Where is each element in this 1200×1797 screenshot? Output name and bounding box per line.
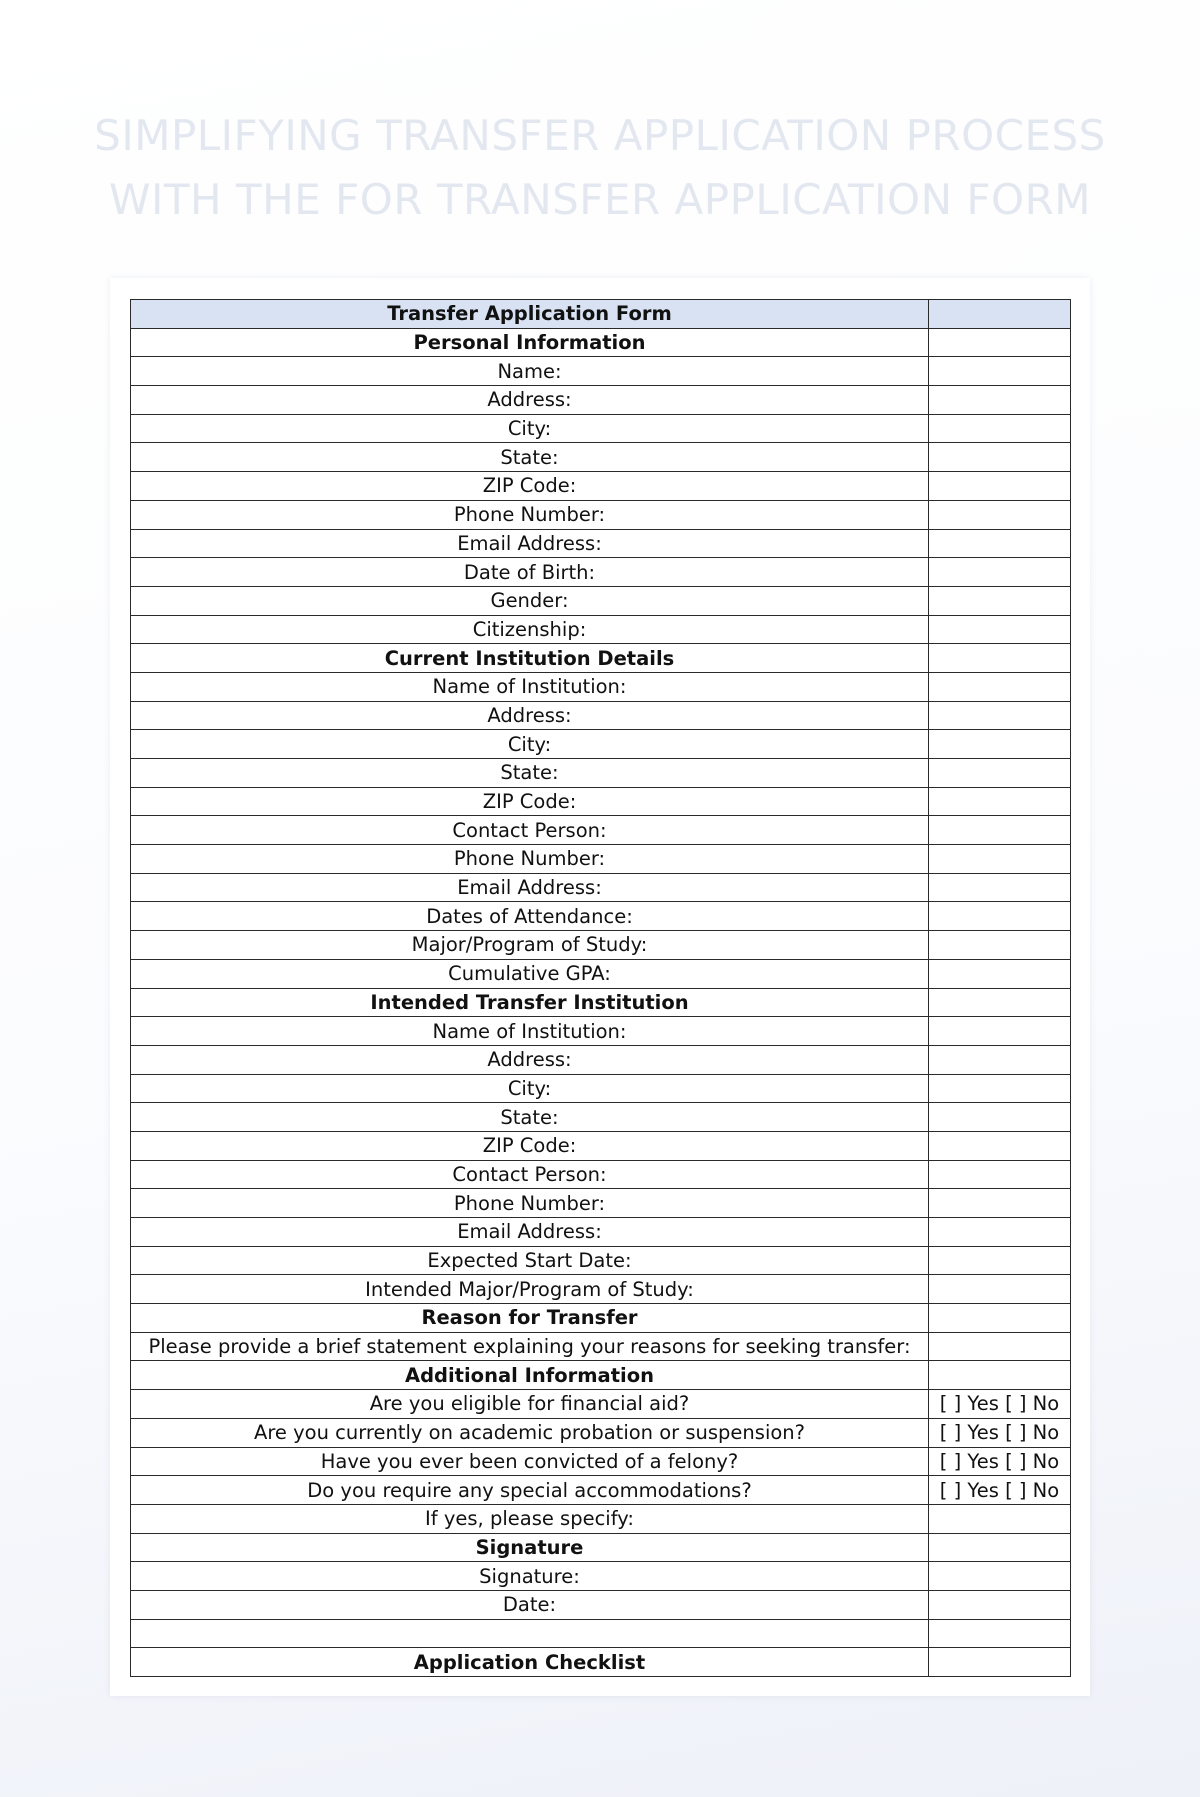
field-value-cell [929,328,1071,357]
field-value-cell[interactable] [929,931,1071,960]
field-label: ZIP Code: [131,472,929,501]
field-label: State: [131,443,929,472]
field-value-cell[interactable] [929,1246,1071,1275]
field-label: Email Address: [131,1218,929,1247]
field-label: Cumulative GPA: [131,959,929,988]
field-label: Name: [131,357,929,386]
field-value-cell[interactable] [929,730,1071,759]
field-value-cell[interactable] [929,1275,1071,1304]
field-label: Date of Birth: [131,558,929,587]
field-value-cell[interactable] [929,1218,1071,1247]
field-label [131,1619,929,1648]
form-field-row [131,558,1071,587]
form-field-row [131,500,1071,529]
field-label: State: [131,759,929,788]
field-label: Phone Number: [131,1189,929,1218]
field-value-cell [929,644,1071,673]
field-value-cell[interactable] [929,1131,1071,1160]
form-field-row [131,1275,1071,1304]
field-value-cell[interactable] [929,414,1071,443]
field-value-cell [929,1361,1071,1390]
field-value-cell[interactable] [929,1074,1071,1103]
field-label: If yes, please specify: [131,1504,929,1533]
field-value-cell[interactable] [929,529,1071,558]
form-field-row [131,386,1071,415]
form-field-row [131,615,1071,644]
field-label: Signature: [131,1562,929,1591]
field-value-cell[interactable] [929,386,1071,415]
form-header-value-cell [929,300,1071,329]
field-label: Major/Program of Study: [131,931,929,960]
field-label: ZIP Code: [131,787,929,816]
field-label: Are you eligible for financial aid? [131,1390,929,1419]
field-label: Phone Number: [131,500,929,529]
form-field-row [131,1619,1071,1648]
form-table-body [131,300,1071,1677]
field-value-cell[interactable] [929,1045,1071,1074]
section-title: Signature [131,1533,929,1562]
form-field-row [131,1332,1071,1361]
field-value-cell[interactable] [929,615,1071,644]
field-value-cell[interactable] [929,873,1071,902]
field-value-cell[interactable] [929,1332,1071,1361]
form-field-row [131,472,1071,501]
form-field-row [131,816,1071,845]
section-title: Application Checklist [131,1648,929,1677]
form-field-row [131,357,1071,386]
yes-no-checkbox-options[interactable]: [ ] Yes [ ] No [929,1418,1071,1447]
form-field-row [131,1045,1071,1074]
field-label: Name of Institution: [131,672,929,701]
form-field-row [131,902,1071,931]
field-value-cell[interactable] [929,1619,1071,1648]
field-label: Gender: [131,586,929,615]
field-label: Email Address: [131,873,929,902]
field-value-cell[interactable] [929,357,1071,386]
form-field-row [131,1017,1071,1046]
field-value-cell[interactable] [929,472,1071,501]
page-title-line-1: SIMPLIFYING TRANSFER APPLICATION PROCESS [94,111,1106,160]
form-field-row [131,529,1071,558]
field-value-cell[interactable] [929,1562,1071,1591]
field-label: ZIP Code: [131,1131,929,1160]
form-field-row [131,1246,1071,1275]
form-field-row [131,701,1071,730]
transfer-application-table [130,299,1071,1677]
field-value-cell[interactable] [929,1103,1071,1132]
field-value-cell[interactable] [929,672,1071,701]
field-value-cell[interactable] [929,701,1071,730]
field-label: Intended Major/Program of Study: [131,1275,929,1304]
form-header-title: Transfer Application Form [131,300,929,329]
field-value-cell [929,1648,1071,1677]
field-label: Date: [131,1590,929,1619]
form-field-row [131,414,1071,443]
section-title: Current Institution Details [131,644,929,673]
form-field-row [131,1160,1071,1189]
field-label: Have you ever been convicted of a felony? [131,1447,929,1476]
field-value-cell[interactable] [929,902,1071,931]
yes-no-checkbox-options[interactable]: [ ] Yes [ ] No [929,1476,1071,1505]
section-header-row [131,1304,1071,1333]
field-value-cell [929,988,1071,1017]
form-header-row [131,300,1071,329]
field-value-cell[interactable] [929,845,1071,874]
section-header-row [131,988,1071,1017]
field-value-cell[interactable] [929,1160,1071,1189]
form-field-row [131,959,1071,988]
field-label: City: [131,414,929,443]
section-header-row [131,1648,1071,1677]
section-title: Additional Information [131,1361,929,1390]
form-field-row [131,759,1071,788]
form-field-row [131,1476,1071,1505]
field-label: Please provide a brief statement explaining your reasons for seeking transfer: [131,1332,929,1361]
section-title: Personal Information [131,328,929,357]
field-value-cell[interactable] [929,759,1071,788]
form-field-row [131,845,1071,874]
field-label: Address: [131,1045,929,1074]
form-field-row [131,1218,1071,1247]
form-field-row [131,1418,1071,1447]
field-value-cell[interactable] [929,500,1071,529]
field-label: Name of Institution: [131,1017,929,1046]
field-value-cell[interactable] [929,816,1071,845]
field-label: Phone Number: [131,845,929,874]
field-label: Are you currently on academic probation or suspension? [131,1418,929,1447]
form-field-row [131,1103,1071,1132]
form-field-row [131,1189,1071,1218]
field-value-cell[interactable] [929,1590,1071,1619]
field-value-cell[interactable] [929,787,1071,816]
form-field-row [131,443,1071,472]
form-field-row [131,787,1071,816]
section-header-row [131,1361,1071,1390]
field-label: Contact Person: [131,1160,929,1189]
form-field-row [131,672,1071,701]
field-value-cell[interactable] [929,558,1071,587]
field-value-cell[interactable] [929,1504,1071,1533]
form-field-row [131,931,1071,960]
form-field-row [131,586,1071,615]
field-label: City: [131,730,929,759]
form-field-row [131,1074,1071,1103]
field-value-cell[interactable] [929,959,1071,988]
field-value-cell [929,1533,1071,1562]
field-label: Do you require any special accommodations? [131,1476,929,1505]
field-value-cell[interactable] [929,586,1071,615]
form-field-row [131,1504,1071,1533]
field-label: Email Address: [131,529,929,558]
field-label: Contact Person: [131,816,929,845]
field-label: Citizenship: [131,615,929,644]
field-label: Expected Start Date: [131,1246,929,1275]
form-field-row [131,1562,1071,1591]
form-field-row [131,1447,1071,1476]
field-label: State: [131,1103,929,1132]
section-header-row [131,644,1071,673]
field-value-cell [929,1304,1071,1333]
form-field-row [131,730,1071,759]
yes-no-checkbox-options[interactable]: [ ] Yes [ ] No [929,1447,1071,1476]
section-title: Intended Transfer Institution [131,988,929,1017]
field-label: Address: [131,386,929,415]
field-value-cell[interactable] [929,1189,1071,1218]
field-value-cell[interactable] [929,1017,1071,1046]
field-label: City: [131,1074,929,1103]
form-field-row [131,1390,1071,1419]
yes-no-checkbox-options[interactable]: [ ] Yes [ ] No [929,1390,1071,1419]
field-value-cell[interactable] [929,443,1071,472]
section-header-row [131,1533,1071,1562]
form-sheet [110,278,1090,1696]
form-field-row [131,873,1071,902]
section-title: Reason for Transfer [131,1304,929,1333]
form-field-row [131,1590,1071,1619]
page-title-line-2: WITH THE FOR TRANSFER APPLICATION FORM [108,175,1092,224]
form-field-row [131,1131,1071,1160]
section-header-row [131,328,1071,357]
field-label: Dates of Attendance: [131,902,929,931]
page-title [0,104,1200,232]
field-label: Address: [131,701,929,730]
